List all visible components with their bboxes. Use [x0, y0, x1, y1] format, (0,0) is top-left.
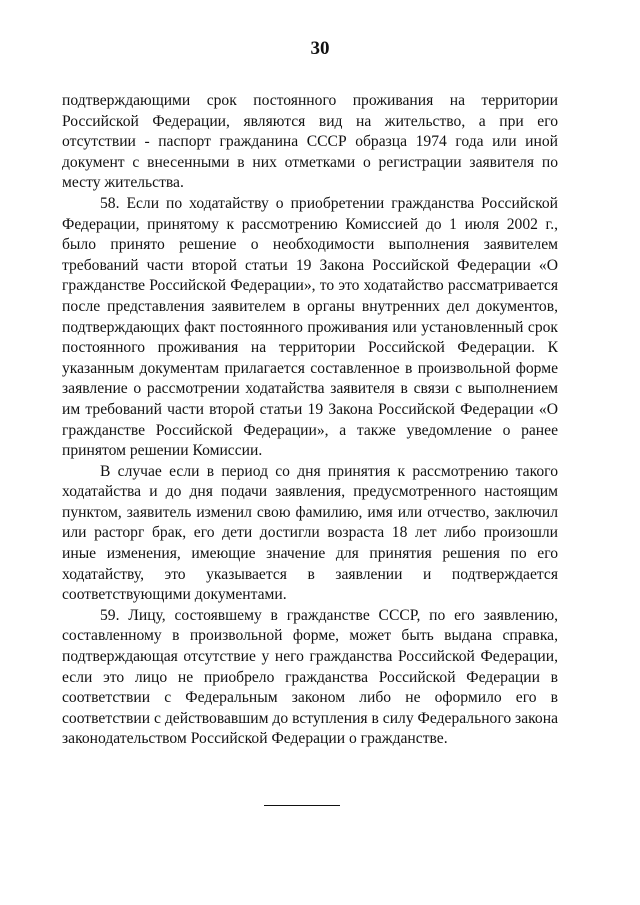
document-body: [62, 91, 558, 750]
end-of-page-rule: [264, 805, 340, 806]
page-number: 30: [310, 38, 330, 59]
paragraph-item-58-note: В случае если в период со дня принятия к рассмотрению такого ходатайства и до дня подачи заявления, предусмотренного настоящим пунктом, заявитель изменил свою фамилию, имя или отчество, заключил или расторг брак, его дети достигли возраста 18 лет либо произошли иные изменения, имеющие значение для принятия решения по его ходатайству, это указывается в заявлении и подтверждается соответствующими документами.: [62, 462, 558, 604]
paragraph-item-59: 59. Лицу, состоявшему в гражданстве СССР, по его заявлению, составленному в произвольной форме, может быть выдана справка, подтверждающая отсутствие у него гражданства Российской Федерации, если это лицо не приобрело гражданства Российской Федерации в соответствии с Федеральным законом либо не оформило его в соответствии с действовавшим до вступления в силу Федерального закона законодательством Российской Федерации о гражданстве.: [62, 606, 558, 748]
paragraph-item-58: 58. Если по ходатайству о приобретении гражданства Российской Федерации, принятому к рассмотрению Комиссией до 1 июля 2002 г., было принято решение о необходимости выполнения заявителем требований части второй статьи 19 Закона Российской Федерации «О гражданстве Российской Федерации», то это ходатайство рассматривается после представления заявителем в органы внутренних дел документов, подтверждающих факт постоянного проживания или установленный срок постоянного проживания на территории Российской Федерации. К указанным документам прилагается составленное в произвольной форме заявление о рассмотрении ходатайства заявителя в связи с выполнением им требований части второй статьи 19 Закона Российской Федерации «О гражданстве Российской Федерации», а также уведомление о ранее принятом решении Комиссии.: [62, 194, 558, 460]
paragraph-continuation: подтверждающими срок постоянного проживания на территории Российской Федерации, являются вид на жительство, а при его отсутствии - паспорт гражданина СССР образца 1974 года или иной документ с внесенными в них отметками о регистрации заявителя по месту жительства.: [62, 92, 558, 192]
